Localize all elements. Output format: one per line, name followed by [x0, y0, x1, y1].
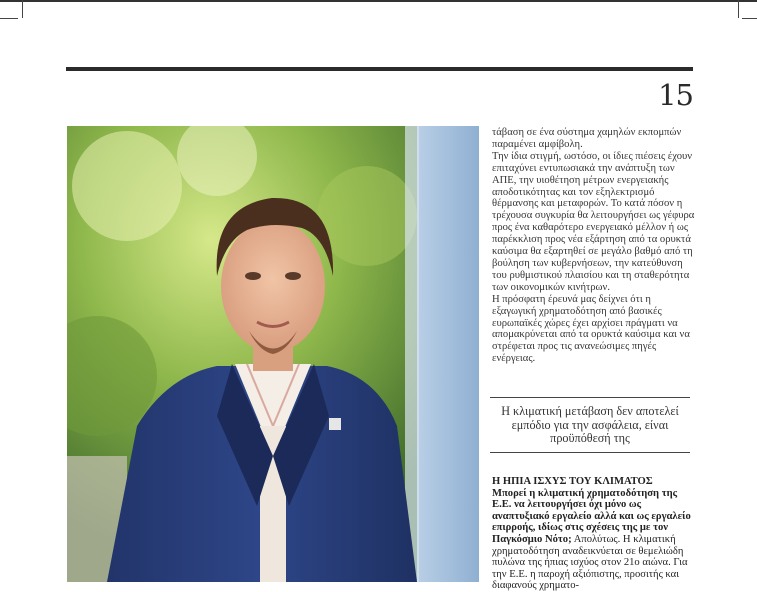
page-number: 15 — [658, 78, 693, 112]
article-paragraph: Την ίδια στιγμή, ωστόσο, οι ίδιες πιέσεις έχουν επιταχύνει εντυπωσιακά την ανάπτυξη των ΑΠΕ, την υιοθέτηση μέτρων ενεργειακής αποδοτικότητας και τον εξηλεκτρισμό θέρμανσης και μεταφορών. Το κατά πόσον η τρέχουσα συγκυρία θα λειτουργήσει ως γέφυρα προς ένα καθαρότερο ενεργειακό μέλλον ή ως παρέκκλιση προς νέα εξάρτηση από τα ορυκτά καύσιμα θα εξαρτηθεί σε μεγάλο βαθμό από τη βούληση των κυβερνήσεων, την κατεύθυνση του ρυθμιστικού πλαισίου και τη σταθερότητα των οικονομικών κινήτρων. — [492, 150, 695, 293]
crop-mark-right-h — [742, 18, 757, 19]
crop-mark-left-h — [0, 18, 18, 19]
interview-section — [492, 476, 695, 592]
article-column — [492, 127, 695, 365]
crop-mark-left — [22, 0, 23, 18]
section-heading: Η ΗΠΙΑ ΙΣΧΥΣ ΤΟΥ ΚΛΙΜΑΤΟΣ — [492, 476, 653, 487]
pull-quote: Η κλιματική μετάβαση δεν αποτελεί εμπόδιο για την ασφάλεια, είναι προϋπόθεσή της — [490, 397, 690, 453]
interview-answer: Απολύτως. Η κλιματική χρηματοδότηση αναδεικνύεται σε θεμελιώδη πυλώνα της ήπιας ισχύος στον 21ο αιώνα. Για την Ε.Ε. η παροχή αξιόπιστης, προσιτής και διαφανούς χρηματο- — [492, 533, 688, 592]
article-paragraph: Η πρόσφατη έρευνά μας δείχνει ότι η εξαγωγική χρηματοδότηση από βασικές ευρωπαϊκές χώρες έχει αρχίσει πράγματι να απομακρύνεται από τα ορυκτά καύσιμα και να στρέφεται προς τις ανανεώσιμες πηγές ενέργειας. — [492, 293, 690, 365]
header-rule — [66, 67, 693, 71]
top-edge-line — [0, 0, 757, 2]
article-paragraph: τάβαση σε ένα σύστημα χαμηλών εκπομπών παραμένει αμφίβολη. — [492, 127, 682, 150]
portrait-photo — [67, 126, 479, 582]
crop-mark-right — [738, 0, 739, 18]
interview-question: Μπορεί η κλιματική χρηματοδότηση της Ε.Ε. να λειτουργήσει όχι μόνο ως αναπτυξιακό εργαλείο αλλά και ως εργαλείο επιρροής, ιδίως στις σχέσεις της με τον Παγκόσμιο Νότο; — [492, 487, 691, 545]
